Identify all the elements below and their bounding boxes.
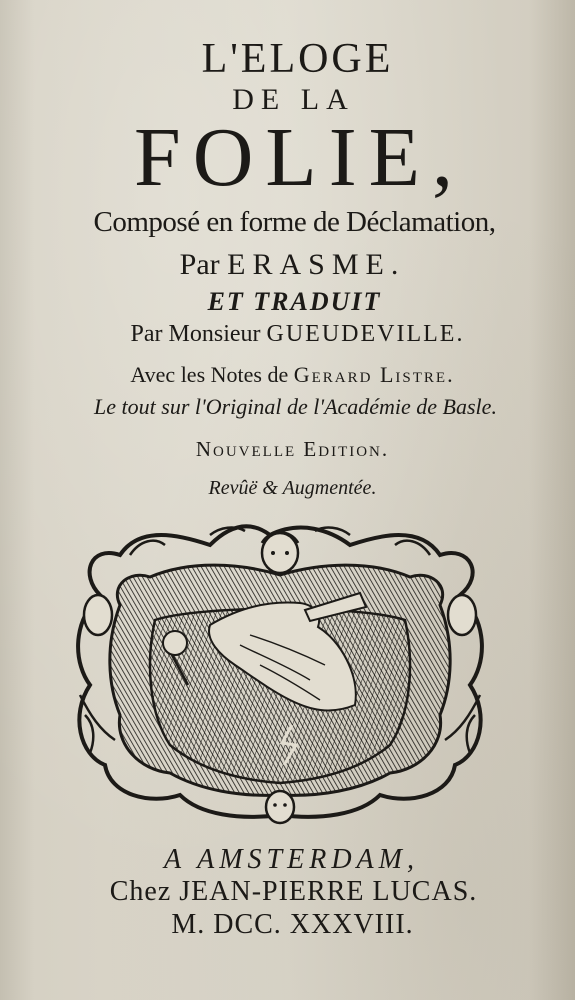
notes-prefix: Avec les Notes de (130, 362, 289, 387)
title-line-folie: FOLIE, (134, 111, 465, 204)
notes-line (0, 364, 575, 386)
author-line (0, 250, 575, 280)
translated-line: ET TRADUIT (207, 287, 382, 316)
revised-line: Revûë & Augmentée. (208, 477, 377, 499)
translator-name: GUEUDEVILLE. (266, 321, 465, 347)
subtitle-declamation: Composé en forme de Déclamation, (93, 206, 496, 238)
printers-ornament-icon (60, 515, 500, 833)
title-line-de-la: DE LA (232, 83, 355, 116)
author-name: ERASME. (227, 248, 406, 281)
notes-author: Gerard Listre. (293, 362, 455, 387)
original-source-line: Le tout sur l'Original de l'Académie de Basle. (94, 394, 497, 419)
imprint-city: A AMSTERDAM, (164, 844, 419, 875)
title-line-eloge: L'ELOGE (201, 36, 394, 82)
translator-prefix: Par Monsieur (130, 321, 261, 347)
author-prefix: Par (179, 248, 220, 281)
imprint-publisher: Chez JEAN-PIERRE LUCAS. (109, 876, 478, 907)
translator-line (0, 322, 575, 346)
imprint-year: M. DCC. XXXVIII. (171, 909, 414, 940)
edition-line: Nouvelle Edition. (195, 437, 390, 461)
